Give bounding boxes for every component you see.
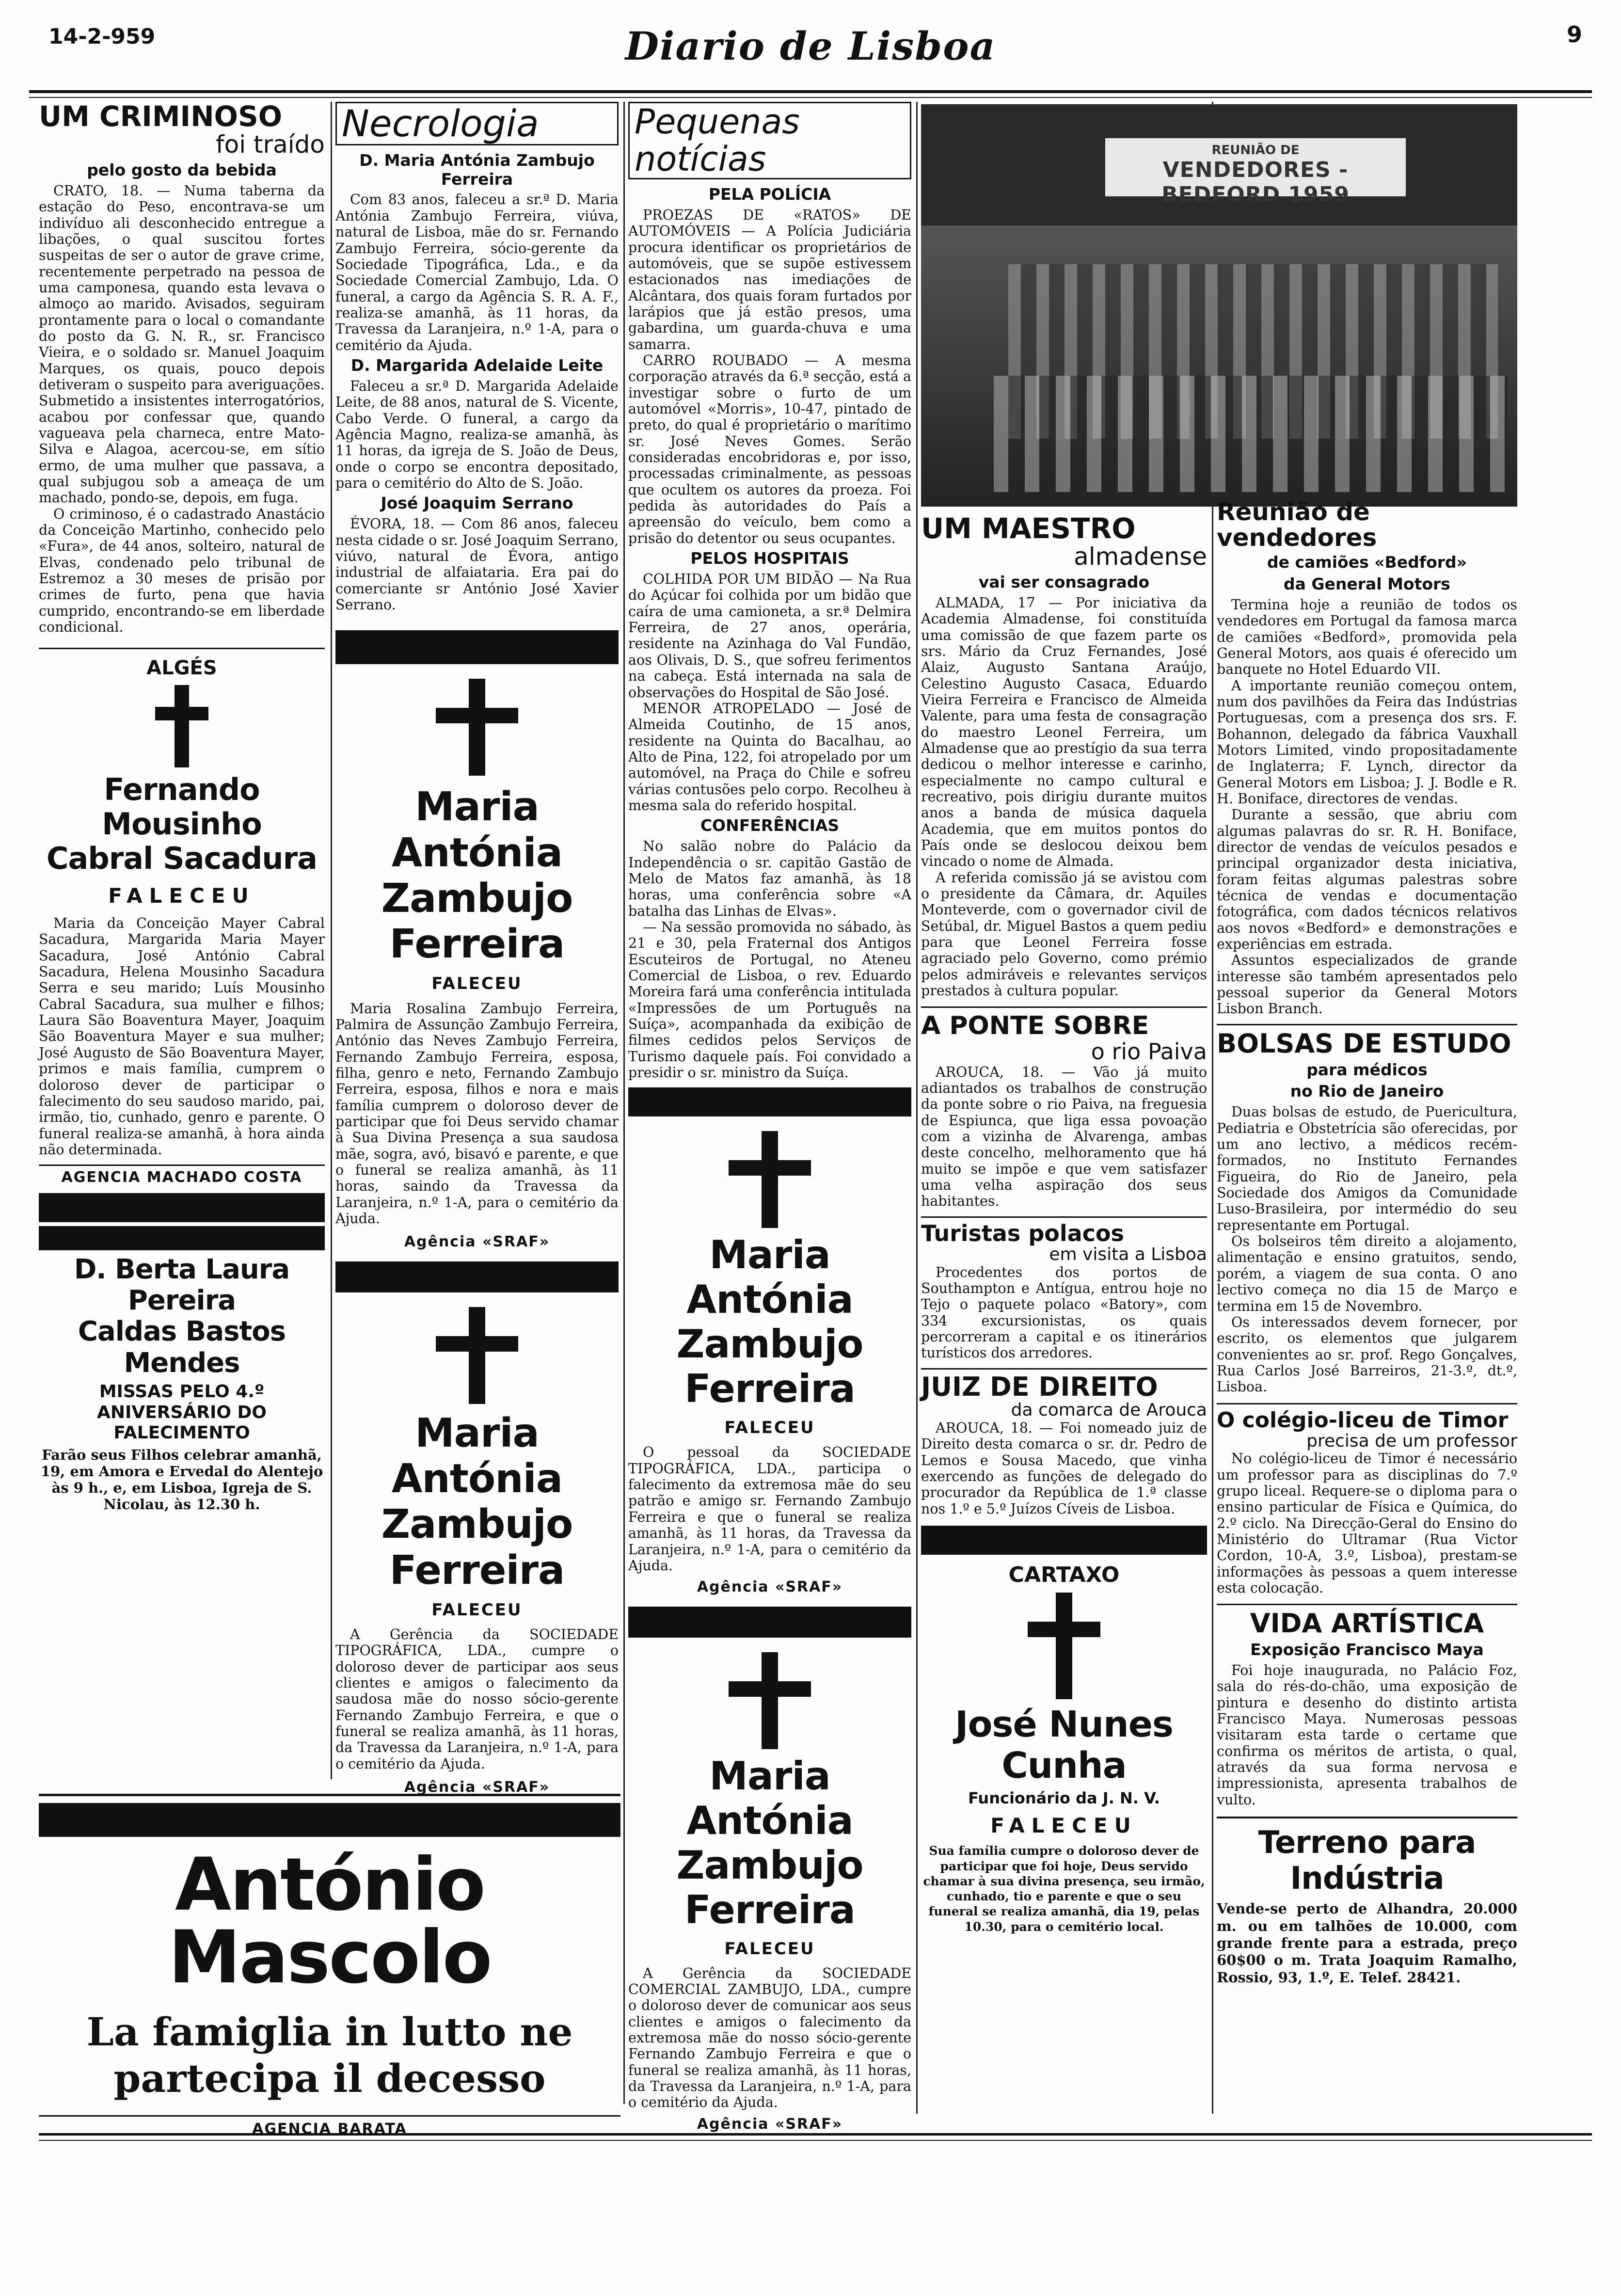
- subhead-paiva: o rio Paiva: [1091, 1038, 1207, 1065]
- newspaper-title: Diario de Lisboa: [625, 23, 996, 69]
- black-band: [39, 1803, 620, 1837]
- article-paragraph: Os interessados devem fornecer, por escrito, os elementos que julgarem convenientes ao sr. prof. Rego Gonçalves, Rua Carlos José Barreiros, 21-3.º, dt.º, Lisboa.: [1217, 1314, 1517, 1395]
- cross-icon: [729, 1131, 811, 1228]
- crowd-rows: [994, 376, 1508, 492]
- kicker-medicos: para médicos: [1306, 1060, 1428, 1079]
- news-text: CARRO ROUBADO — A mesma corporação através da 6.ª secção, está a investigar sobre o furto de um automóvel «Morris», 10-47, pintado de preto, do qual é proprietário o marítimo sr. José Neves Gomes. Serão consideradas encobridoras e, por isso, processadas criminalmente, as pessoas que ocultem os autores da proeza. Foi pedida às autoridades do País a apreensão do veículo, bem como a prisão do detentor ou seus ocupantes.: [628, 352, 911, 546]
- mascolo-line: partecipa il decesso: [113, 2056, 546, 2101]
- obituary-name: Fernando Mousinho: [102, 771, 262, 842]
- obituary-text: Sua família cumpre o doloroso dever de participar que foi hoje, Deus servido chamar à sua divina presença, seu irmão, cunhado, tio e parente e que o seu funeral se realiza amanhã, dia 19, pelas 10.30, para o cemitério local.: [923, 1844, 1205, 1934]
- kicker-bedford: de camiões «Bedford»: [1267, 553, 1467, 572]
- black-band: [335, 630, 619, 664]
- agency-name: AGENCIA BARATA: [39, 2115, 620, 2137]
- missas-notice: [39, 1254, 325, 1513]
- article-paragraph: ALMADA, 17 — Por iniciativa da Academia Almadense, foi constituída uma comissão de que fazem parte os srs. Mário da Cruz Fernandes, José Alaiz, Augusto Santana Araújo, Celestino Augusto Casaca, Eduardo Vieira Ferreira e Francisco de Almeida Valente, para uma festa de consagração do maestro Leonel Ferreira, um Almadense que ao prestígio da sua terra dedicou o melhor interesse e carinho, especialmente no campo cultural e recreativo, pois dirigiu durante muitos anos a banda de música daquela Academia, que em muitos pontos do País onde se deslocou deixou bem vincado o nome de Almada.: [921, 594, 1207, 870]
- cross-icon: [729, 1652, 811, 1749]
- page-number: 9: [1566, 21, 1582, 48]
- mascolo-notice: [39, 1794, 620, 2137]
- article-paragraph: Termina hoje a reunião de todos os vendedores em Portugal da famosa marca de camiões «Bedford», promovida pela General Motors, aos quais é oferecido um banquete no Hotel Eduardo VII.: [1217, 596, 1517, 678]
- article-paragraph: Durante a sessão, que abriu com algumas palavras do sr. R. H. Boniface, director de vendas de veículos pesados e principal organizador desta iniciativa, foram feitas algumas palestras sobre técnica de vendas e documentação fotográfica, com dados técnicos relativos aos novos «Bedford» e demonstrações e experiências em estrada.: [1217, 807, 1517, 953]
- column-4: [921, 514, 1207, 1934]
- obituary-name: Zambujo Ferreira: [676, 1322, 863, 1412]
- agency-name: AGENCIA MACHADO COSTA: [39, 1164, 325, 1186]
- kicker-exposicao: Exposição Francisco Maya: [1250, 1640, 1484, 1659]
- headline-bolsas: BOLSAS DE ESTUDO: [1217, 1024, 1517, 1058]
- section-necrologia: Necrologia: [335, 102, 619, 145]
- kicker-rio: no Rio de Janeiro: [1290, 1082, 1444, 1101]
- obituary-role: Funcionário da J. N. V.: [968, 1789, 1160, 1808]
- footer-rule: [39, 2133, 1592, 2136]
- black-band: [628, 1087, 911, 1116]
- faleceu-label: FALECEU: [108, 883, 255, 908]
- headline-reuniao: Reunião de vendedores: [1217, 498, 1377, 552]
- agency-name: Agência «SRAF»: [697, 2115, 843, 2133]
- cross-icon: [436, 1307, 518, 1404]
- article-paragraph: AROUCA, 18. — Vão já muito adiantados os trabalhos de construção da ponte sobre o rio Paiva, na freguesia de Espiunca, que liga essa povoação com a vizinha de Alvarenga, ambas deste concelho, melhoramento que há muito se impõe e que vem satisfazer uma velha aspiração dos seus habitantes.: [921, 1064, 1207, 1210]
- classified-ad: [1217, 1817, 1517, 1986]
- missas-text: Farão seus Filhos celebrar amanhã, 19, em Amora e Ervedal do Alentejo às 9 h., e, em Lisboa, Igreja de S. Nicolau, às 12.30 h.: [40, 1446, 323, 1513]
- mascolo-name: António Mascolo: [168, 1843, 491, 2000]
- kicker-gm: da General Motors: [1284, 574, 1450, 593]
- agency-name: Agência «SRAF»: [404, 1233, 550, 1251]
- faleceu-label: FALECEU: [431, 974, 523, 994]
- issue-date: 14-2-959: [48, 24, 156, 49]
- article-paragraph: O criminoso, é o cadastrado Anastácio da Conceição Martinho, conhecido pelo «Fura», de 44 anos, solteiro, natural de Elvas, condenado pelo tribunal de Estremoz a 30 meses de prisão por crimes de furto, pena que havia cumprido, encontrando-se em liberdade condicional.: [39, 506, 325, 636]
- ad-text: Vende-se perto de Alhandra, 20.000 m. ou em talhões de 10.000, com grande frente para a estrada, preço 60$00 o m. Trata Joaquim Ramalho, Rossio, 93, 1.º, E. Telef. 28421.: [1217, 1900, 1517, 1986]
- article-body: [39, 183, 325, 636]
- subhead-professor: precisa de um professor: [1306, 1431, 1517, 1451]
- obituary-name: José Nunes Cunha: [955, 1703, 1173, 1786]
- necrology-text: Com 83 anos, faleceu a sr.ª D. Maria Antónia Zambujo Ferreira, viúva, natural de Lisboa, mãe do sr. Fernando Zambujo Ferreira, sócio-gerente da Sociedade Tipográfica, Lda., e da Sociedade Comercial Zambujo, Lda. O funeral, a cargo da Agência S. R. A. F., realiza-se amanhã, às 11 horas, da Travessa da Laranjeira, n.º 1-A, para o cemitério da Ajuda.: [335, 191, 619, 353]
- column-divider: [623, 102, 625, 2104]
- missas-title: MISSAS PELO 4.º ANIVERSÁRIO DO FALECIMENTO: [96, 1382, 267, 1443]
- section-pequenas-noticias: Pequenas notícias: [628, 102, 911, 179]
- obituary-name: Maria Antónia: [391, 1410, 563, 1502]
- obituary-name: Zambujo Ferreira: [381, 875, 573, 968]
- subhead-lisboa: em visita a Lisboa: [1049, 1244, 1207, 1264]
- subhead-almadense: almadense: [1074, 542, 1207, 571]
- headline-ponte: A PONTE SOBRE: [921, 1006, 1207, 1039]
- cross-icon: [1028, 1593, 1100, 1699]
- masthead-rule: [29, 90, 1592, 93]
- missas-name: Caldas Bastos Mendes: [78, 1316, 286, 1379]
- necrology-heading: José Joaquim Serrano: [381, 494, 573, 513]
- mascolo-line: La famiglia in lutto ne: [86, 2009, 573, 2055]
- necrology-heading: D. Maria Antónia Zambujo Ferreira: [359, 150, 595, 189]
- faleceu-label: FALECEU: [990, 1813, 1138, 1837]
- obituary-mousinho: [39, 648, 325, 1186]
- subhead-traido: foi traído: [216, 130, 325, 159]
- obituary-name: Zambujo Ferreira: [381, 1501, 573, 1594]
- article-paragraph: Assuntos especializados de grande interesse são também apresentados pelo pessoal superior da General Motors Lisbon Branch.: [1217, 952, 1517, 1017]
- agency-name: Agência «SRAF»: [404, 1779, 550, 1796]
- black-band: [39, 1226, 325, 1250]
- obituary-name: Maria Antónia: [686, 1753, 853, 1843]
- obituary-place: CARTAXO: [1008, 1563, 1120, 1587]
- headline-turistas: Turistas polacos: [921, 1216, 1207, 1245]
- obituary-text: Maria da Conceição Mayer Cabral Sacadura, Margarida Maria Mayer Sacadura, José António Cabral Sacadura, Helena Mousinho Sacadura Serra e seu marido; Luís Mousinho Cabral Sacadura, sua mulher e filhos; Laura São Boaventura Mayer, Joaquim São Boaventura Mayer e sua mulher; José Augusto de São Boaventura Mayer, primos e mais família, cumprem o doloroso dever de participar o falecimento do seu saudoso marido, pai, irmão, tio, cunhado, genro e parente. O funeral realiza-se amanhã, à hora ainda não determinada.: [39, 915, 325, 1158]
- agency-name: Agência «SRAF»: [697, 1578, 843, 1596]
- column-3: [628, 102, 911, 2133]
- missas-name: D. Berta Laura Pereira: [74, 1253, 290, 1317]
- headline-vida-artistica: VIDA ARTÍSTICA: [1217, 1604, 1517, 1638]
- meeting-photo: [921, 104, 1517, 507]
- article-paragraph: Os bolseiros têm direito a alojamento, alimentação e ensino gratuitos, sendo, porém, a viagem de sua conta. O ano lectivo começa no dia 15 de Março e termina em 15 de Novembro.: [1217, 1233, 1517, 1314]
- masthead: [29, 15, 1592, 82]
- kicker-bebida: pelo gosto da bebida: [87, 160, 277, 179]
- article-paragraph: A referida comissão já se avistou com o presidente da Câmara, dr. Aquiles Monteverde, com o governador civil de Setúbal, dr. Miguel Bastos a quem pediu para que Leonel Ferreira fosse agraciado pelo Governo, como prémio pelos admiráveis e relevantes serviços prestados à cultura popular.: [921, 869, 1207, 999]
- footer-rule-thin: [39, 2140, 1592, 2141]
- headline-juiz: JUIZ DE DIREITO: [921, 1368, 1207, 1401]
- black-band: [628, 1607, 911, 1638]
- news-text: PROEZAS DE «RATOS» DE AUTOMÓVEIS — A Polícia Judiciária procura identificar os proprietários de automóveis, que se supõe estivessem estacionados nas imediações de Alcântara, dos quais foram furtados por larápios que já estão presos, uma gabardina, um guarda-chuva e uma samarra.: [628, 207, 911, 352]
- news-text: MENOR ATROPELADO — José de Almeida Coutinho, de 15 anos, residente na Quinta do Bacalhau, ao Alto de Pina, 122, foi atropelado por um automóvel, na Praça do Chile e sofreu várias contusões pelo corpo. Recolheu à mesma sala do referido hospital.: [628, 700, 911, 813]
- faleceu-label: FALECEU: [724, 1418, 815, 1438]
- obituary-place: ALGÉS: [146, 657, 217, 680]
- article-paragraph: No colégio-liceu de Timor é necessário um professor para as disciplinas do 7.º grupo liceal. Requere-se o diploma para o ensino particular de Física e Química, do 2.º ciclo. Na Direcção-Geral do Ensino do Ministério do Ultramar (Rua Victor Cordon, 10-A, 3.º, Lisboa), prestam-se informações às pessoas a quem interesse esta colocação.: [1217, 1451, 1517, 1596]
- ad-title: Terreno para Indústria: [1258, 1825, 1476, 1897]
- news-text: No salão nobre do Palácio da Independência o sr. capitão Gastão de Melo de Matos faz amanhã, às 18 horas, uma conferência sobre «A batalha das Linhas de Elvas».: [628, 838, 911, 919]
- faleceu-label: FALECEU: [431, 1600, 523, 1620]
- necrology-heading: D. Margarida Adelaide Leite: [350, 355, 604, 375]
- article-paragraph: AROUCA, 18. — Foi nomeado juiz de Direito desta comarca o sr. dr. Pedro de Lemos e Sousa Macedo, que vinha exercendo as funções de delegado do procurador da República de 1.ª classe nos 1.º e 5.º Juízos Cíveis de Lisboa.: [921, 1419, 1207, 1517]
- obituary-text: A Gerência da SOCIEDADE TIPOGRÁFICA, LDA., cumpre o doloroso dever de participar aos seus clientes e amigos o falecimento da saudosa mãe do nosso sócio-gerente Fernando Zambujo Ferreira, e que o funeral se realiza amanhã, às 11 horas, da Travessa da Laranjeira, n.º 1-A, para o cemitério da Ajuda.: [335, 1626, 619, 1772]
- black-band: [335, 1261, 619, 1292]
- photo-banner: REUNIÃO DE VENDEDORES - BEDFORD 1959: [1105, 138, 1406, 196]
- subhead-arouca: da comarca de Arouca: [1011, 1400, 1207, 1420]
- column-1: [39, 102, 325, 1513]
- faleceu-label: FALECEU: [724, 1939, 815, 1959]
- column-2: [335, 102, 619, 1796]
- black-band: [39, 1193, 325, 1222]
- necrology-text: Faleceu a sr.ª D. Margarida Adelaide Leite, de 88 anos, natural de S. Vicente, Cabo Verde. O funeral, a cargo da Agência Magno, realiza-se amanhã, às 11 horas, da igreja de S. João de Deus, onde o corpo se encontra depositado, para o cemitério do Alto de S. João.: [335, 378, 619, 491]
- article-paragraph: A importante reunião começou ontem, num dos pavilhões da Feira das Indústrias Portuguesas, com a presença dos srs. F. Bohannon, delegado da fábrica Vauxhall Motors Limited, vindo propositadamente de Inglaterra; F. Lynch, director da General Motors em Lisboa; J. J. Bodle e R. H. Boniface, directores de vendas.: [1217, 677, 1517, 807]
- obituary-name: Maria Antónia: [686, 1232, 853, 1323]
- news-text: — Na sessão promovida no sábado, às 21 e 30, pela Fraternal dos Antigos Escuteiros de Portugal, no Ateneu Comercial de Lisboa, o rev. Eduardo Moreira fará uma conferência intitulada «Impressões de um Português na Suíça», acompanhada da exibição de filmes cedidos pelos Serviços de Turismo daquele país. Foi convidado a presidir o sr. ministro da Suíça.: [628, 919, 911, 1081]
- news-text: COLHIDA POR UM BIDÃO — Na Rua do Açúcar foi colhida por um bidão que caíra de uma camioneta, a sr.ª Delmira Ferreira, de 27 anos, operária, residente na Azinhaga do Val Fundão, aos Olivais, D. S., que sofreu ferimentos na cabeça. Está internada na sala de observações do Hospital de São José.: [628, 571, 911, 701]
- news-heading: PELA POLÍCIA: [708, 185, 831, 204]
- obituary-name: Zambujo Ferreira: [676, 1842, 863, 1932]
- obituary-text: Maria Rosalina Zambujo Ferreira, Palmira de Assunção Zambujo Ferreira, António das Neves Zambujo Ferreira, Fernando Zambujo Ferreira, esposa, filha, genro e neto, Fernando Zambujo Ferreira, esposa, filhos e nora e mais família cumprem o doloroso dever de participar que foi Deus servido chamar à Sua Divina Presença a sua saudosa mãe, sogra, avó, bisavó e parente, e que o funeral se realiza amanhã, às 11 horas, saindo da Travessa da Laranjeira, n.º 1-A, para o cemitério da Ajuda.: [335, 1000, 619, 1227]
- column-divider: [331, 102, 332, 1779]
- headline-timor: O colégio-liceu de Timor: [1217, 1403, 1517, 1432]
- cross-icon: [155, 685, 208, 767]
- column-divider: [916, 102, 918, 2114]
- obituary-name: Maria Antónia: [391, 784, 563, 876]
- article-paragraph: Procedentes dos portos de Southampton e Antígua, entrou hoje no Tejo o paquete polaco «Batory», com 334 excursionistas, os quais percorreram a capital e os itinerários turísticos dos arredores.: [921, 1264, 1207, 1361]
- obituary-name: Cabral Sacadura: [47, 841, 317, 877]
- article-paragraph: Foi hoje inaugurada, no Palácio Foz, sala do rés-do-chão, uma exposição de pintura e desenho do distinto artista Francisco Maya. Numerosas pessoas visitaram esta tarde o certame que confirma os méritos de artista, o qual, através da sua forma nervosa e impressionista, apresenta trabalhos de vulto.: [1217, 1662, 1517, 1808]
- headline-criminoso: UM CRIMINOSO: [39, 100, 283, 133]
- obituary-text: A Gerência da SOCIEDADE COMERCIAL ZAMBUJO, LDA., cumpre o doloroso dever de comunicar aos seus clientes e amigos o falecimento da extremosa mãe do nosso sócio-gerente Fernando Zambujo Ferreira e que o funeral se realiza amanhã, às 11 horas, da Travessa da Laranjeira, n.º 1-A, para o cemitério da Ajuda.: [628, 1965, 911, 2111]
- article-paragraph: Duas bolsas de estudo, de Puericultura, Pediatria e Obstetrícia são oferecidas, por um ano lectivo, a médicos recém-formados, no Instituto Fernandes Figueira, do Rio de Janeiro, pela Sociedade dos Amigos da Comunidade Luso-Brasileira, por intermédio do seu representante em Portugal.: [1217, 1104, 1517, 1233]
- kicker-consagrado: vai ser consagrado: [978, 572, 1150, 591]
- column-5: [1217, 499, 1517, 1986]
- masthead-rule-thin: [29, 97, 1592, 98]
- news-heading: CONFERÊNCIAS: [700, 816, 840, 835]
- headline-maestro: UM MAESTRO: [921, 512, 1136, 545]
- obituary-text: O pessoal da SOCIEDADE TIPOGRÁFICA, LDA., participa o falecimento da extremosa mãe do seu patrão e amigo sr. Fernando Zambujo Ferreira e que o funeral se realiza amanhã, às 11 horas, da Travessa da Laranjeira, n.º 1-A, para o cemitério da Ajuda.: [628, 1444, 911, 1574]
- black-band: [921, 1526, 1207, 1555]
- necrology-text: ÉVORA, 18. — Com 86 anos, faleceu nesta cidade o sr. José Joaquim Serrano, viúvo, natural de Évora, antigo industrial de alfaiataria. Era pai do comerciante sr António José Xavier Serrano.: [335, 516, 619, 613]
- article-paragraph: CRATO, 18. — Numa taberna da estação do Peso, encontrava-se um indivíduo ali desconhecido entregue a libações, o qual suscitou fortes suspeitas de ser o autor de grave crime, recentemente perpetrado na pessoa de uma camponesa, quando esta levava o almoço ao marido. Avisados, seguiram prontamente para o local o comandante do posto da G. N. R., sr. Francisco Vieira, e o soldado sr. Manuel Joaquim Marques, os quais, pouco depois detiveram o suspeito para averiguações. Submetido a insistentes interrogatórios, acabou por confessar que, quando vagueava pela charneca, entre Mato-Silva e Alagoa, acercou-se, em sítio ermo, de uma mulher que passava, a qual subjugou sob a ameaça de um machado, pondo-se, depois, em fuga.: [39, 182, 325, 506]
- cross-icon: [436, 679, 518, 776]
- news-heading: PELOS HOSPITAIS: [690, 549, 849, 568]
